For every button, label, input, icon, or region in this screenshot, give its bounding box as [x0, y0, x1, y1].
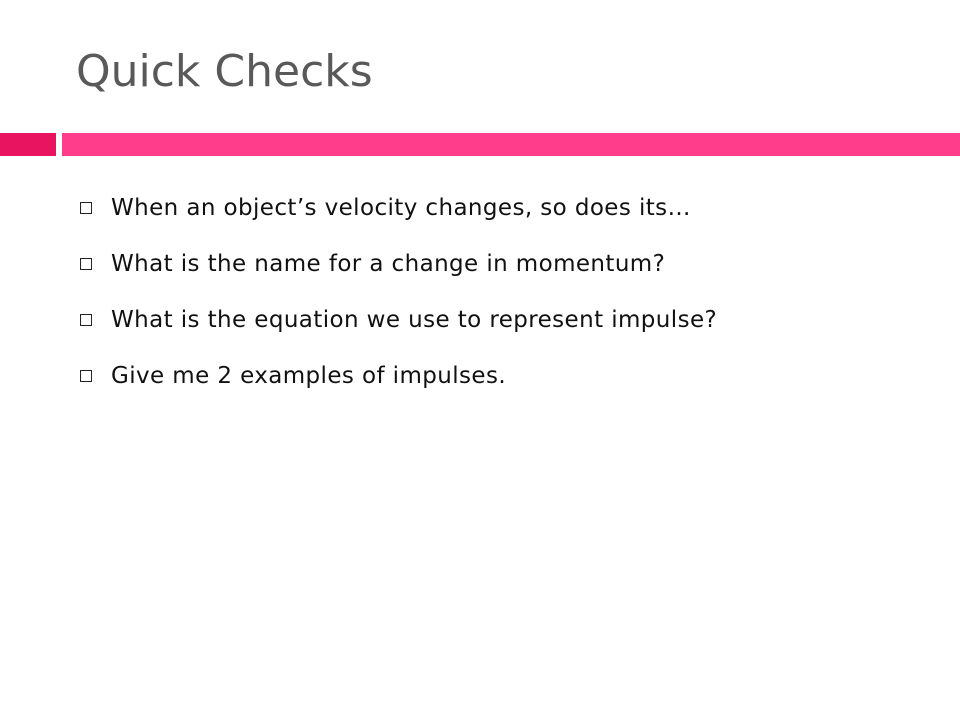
square-bullet-icon: [80, 258, 92, 270]
bullet-item: [80, 180, 717, 236]
bullet-list: [80, 180, 717, 404]
square-bullet-icon: [80, 370, 92, 382]
bullet-item: [80, 292, 717, 348]
square-bullet-icon: [80, 314, 92, 326]
accent-bar-right: [62, 133, 960, 156]
bullet-item: [80, 348, 717, 404]
bullet-text: What is the name for a change in momentum?: [111, 251, 666, 277]
square-bullet-icon: [80, 202, 92, 214]
bullet-text: What is the equation we use to represent impulse?: [111, 307, 718, 333]
bullet-text: Give me 2 examples of impulses.: [111, 363, 507, 389]
accent-bar-left: [0, 133, 56, 156]
bullet-item: [80, 236, 717, 292]
bullet-text: When an object’s velocity changes, so does its…: [111, 195, 691, 221]
slide-title: Quick Checks: [76, 46, 373, 97]
